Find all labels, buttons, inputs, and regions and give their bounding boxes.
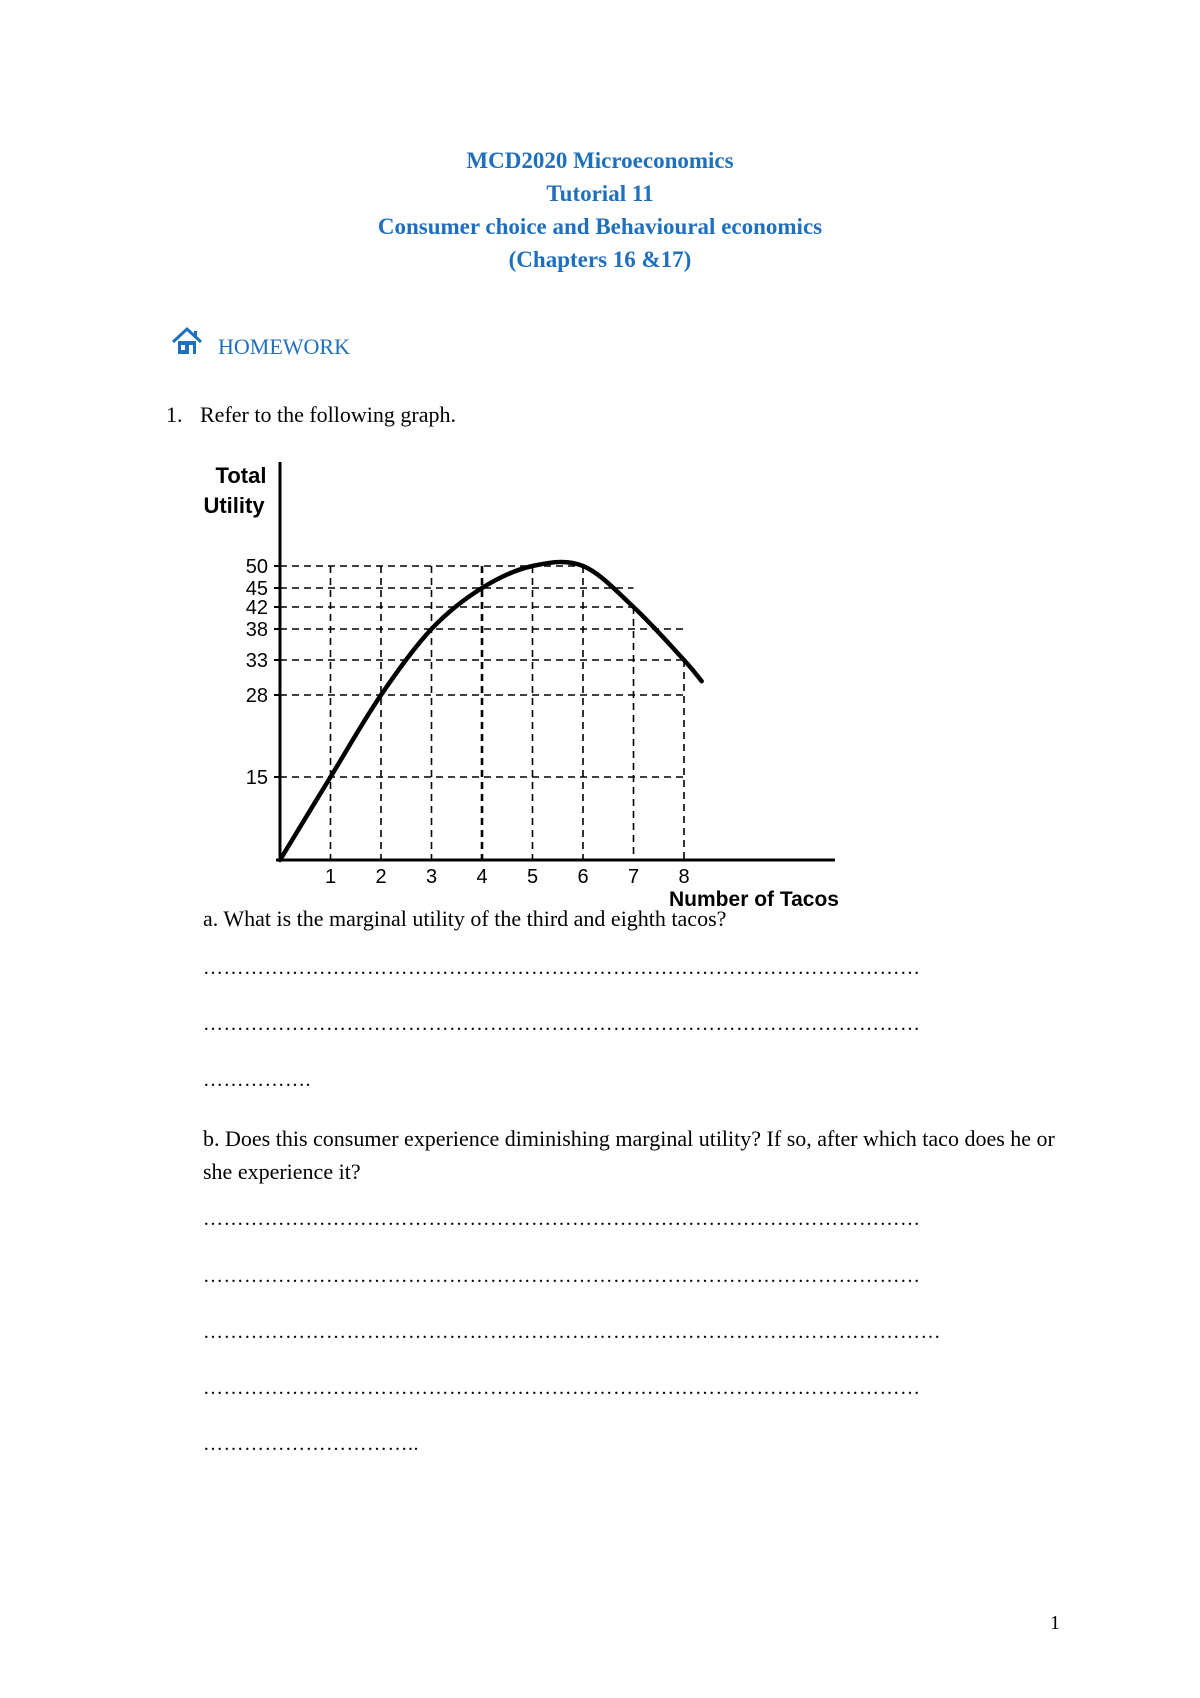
x-tick-label: 6 — [577, 866, 589, 888]
chapters-title: (Chapters 16 &17) — [508, 247, 692, 272]
answer-line[interactable]: …………………………………………………………………………………………… — [203, 957, 921, 979]
x-tick-label: 1 — [324, 866, 337, 888]
x-tick-label: 3 — [425, 866, 438, 888]
x-tick-label: 8 — [678, 866, 690, 888]
answer-line[interactable]: …………………………………………………………………………………………… — [203, 1208, 921, 1230]
answer-line[interactable]: ………………………….. — [203, 1433, 419, 1455]
answer-line[interactable]: …………………………………………………………………………………………… — [203, 1265, 921, 1287]
y-tick-label: 50 — [245, 556, 268, 578]
y-tick-label: 28 — [245, 685, 268, 707]
y-tick-label: 38 — [245, 619, 268, 641]
x-tick-label: 2 — [375, 866, 387, 888]
y-tick-label: 15 — [245, 767, 268, 789]
question-part-a: a. What is the marginal utility of the third and eighth tacos? — [203, 906, 727, 931]
answer-line[interactable]: …………………………………………………………………………………………… — [203, 1013, 921, 1035]
question-number: 1. — [166, 402, 183, 427]
question-part-b: b. Does this consumer experience diminishing marginal utility? If so, after which taco does he or she experience it? — [203, 1126, 1055, 1184]
answer-line[interactable]: ……………………………………………………………………………………………… — [203, 1321, 941, 1343]
x-tick-label: 7 — [627, 866, 640, 888]
y-axis-label-line1: Total — [215, 463, 267, 488]
question-text: Refer to the following graph. — [200, 402, 456, 427]
course-title: MCD2020 Microeconomics — [466, 148, 734, 173]
total-utility-chart — [190, 450, 870, 920]
answer-line[interactable]: ……………. — [203, 1069, 311, 1091]
y-tick-label: 42 — [245, 597, 268, 619]
y-axis-label-line2: Utility — [203, 493, 265, 518]
house-icon — [170, 325, 204, 359]
y-tick-label: 33 — [245, 650, 268, 672]
x-tick-label: 5 — [526, 866, 539, 888]
y-tick-label: 45 — [245, 578, 268, 600]
tutorial-title: Tutorial 11 — [546, 181, 654, 206]
topic-title: Consumer choice and Behavioural economics — [377, 214, 823, 239]
grid-lines — [280, 566, 684, 860]
answer-line[interactable]: …………………………………………………………………………………………… — [203, 1377, 921, 1399]
homework-label: HOMEWORK — [218, 334, 350, 359]
title-block — [0, 144, 1200, 276]
x-tick-label: 4 — [476, 866, 488, 888]
page-number: 1 — [1050, 1612, 1060, 1634]
x-axis-label: Number of Tacos — [669, 888, 839, 911]
